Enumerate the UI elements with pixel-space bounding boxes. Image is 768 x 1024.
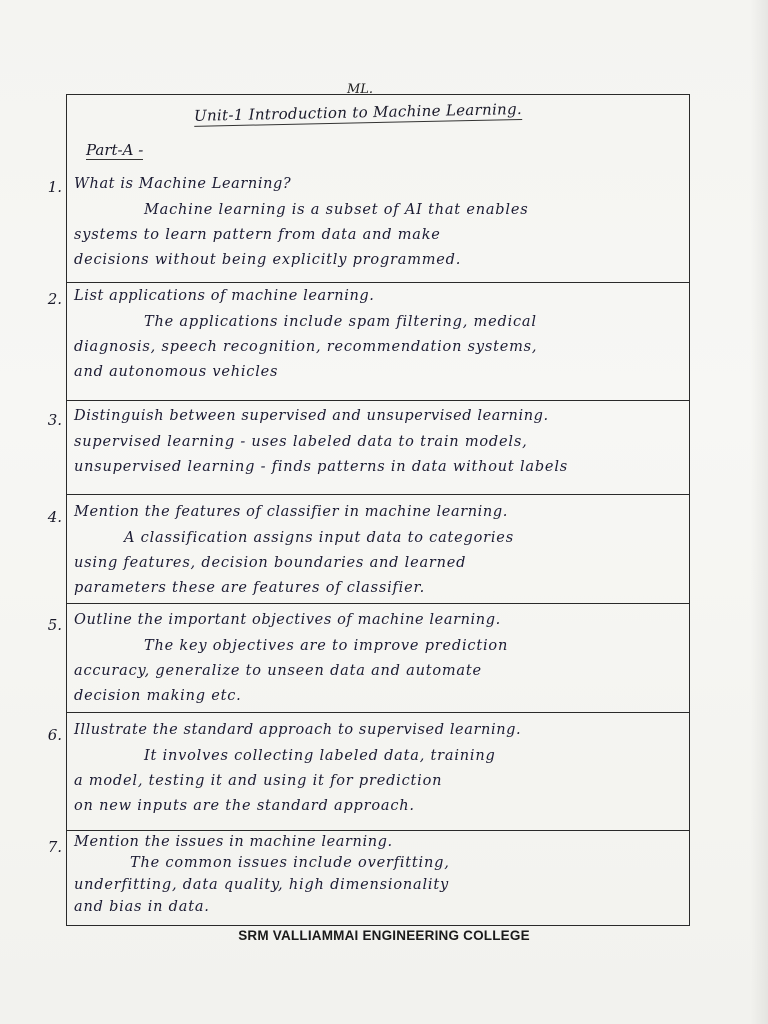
question-divider bbox=[66, 603, 690, 604]
question-block bbox=[74, 288, 688, 385]
question-block bbox=[74, 834, 688, 918]
answer-line: parameters these are features of classifier. bbox=[74, 580, 426, 596]
unit-title-text: Unit-1 Introduction to Machine Learning. bbox=[193, 99, 523, 125]
answer-line: The key objectives are to improve prediction bbox=[144, 638, 509, 654]
page-binding-shadow bbox=[750, 0, 768, 1024]
question-text: Illustrate the standard approach to supervised learning. bbox=[74, 722, 522, 738]
part-label-text: Part-A - bbox=[86, 141, 144, 159]
question-text: What is Machine Learning? bbox=[74, 176, 292, 192]
answer-line: decisions without being explicitly programmed. bbox=[74, 252, 462, 268]
question-text: Outline the important objectives of machine learning. bbox=[74, 612, 501, 628]
subject-code: ML. bbox=[346, 82, 374, 97]
question-divider bbox=[66, 400, 690, 401]
question-divider bbox=[66, 494, 690, 495]
question-block bbox=[74, 408, 688, 480]
answer-line: using features, decision boundaries and learned bbox=[74, 555, 467, 571]
question-text: Mention the issues in machine learning. bbox=[74, 834, 393, 850]
answer-line: diagnosis, speech recognition, recommendation systems, bbox=[74, 339, 538, 355]
question-number: 2. bbox=[47, 290, 62, 308]
answer-line: Machine learning is a subset of AI that enables bbox=[144, 202, 529, 218]
answer-line: a model, testing it and using it for prediction bbox=[74, 773, 443, 789]
question-number: 5. bbox=[47, 616, 62, 634]
answer-line: systems to learn pattern from data and make bbox=[74, 227, 441, 243]
question-divider bbox=[66, 712, 690, 713]
question-number: 6. bbox=[47, 726, 62, 744]
answer-line: and autonomous vehicles bbox=[74, 364, 279, 380]
question-number: 4. bbox=[47, 508, 62, 526]
question-number: 7. bbox=[47, 838, 62, 856]
part-label bbox=[86, 141, 143, 159]
answer-line: accuracy, generalize to unseen data and automate bbox=[74, 663, 482, 679]
question-text: Distinguish between supervised and unsupervised learning. bbox=[74, 408, 549, 424]
question-divider bbox=[66, 282, 690, 283]
question-divider bbox=[66, 830, 690, 831]
answer-line: on new inputs are the standard approach. bbox=[74, 798, 415, 814]
question-block bbox=[74, 722, 688, 819]
answer-line: underfitting, data quality, high dimensionality bbox=[74, 877, 449, 893]
college-footer: SRM VALLIAMMAI ENGINEERING COLLEGE bbox=[238, 928, 530, 943]
answer-line: and bias in data. bbox=[74, 899, 210, 915]
question-number: 1. bbox=[47, 178, 62, 196]
question-text: Mention the features of classifier in machine learning. bbox=[74, 504, 508, 520]
answer-line: decision making etc. bbox=[74, 688, 242, 704]
answer-line: The applications include spam filtering, medical bbox=[144, 314, 537, 330]
answer-line: The common issues include overfitting, bbox=[130, 855, 450, 871]
answer-line: A classification assigns input data to categories bbox=[124, 530, 514, 546]
question-text: List applications of machine learning. bbox=[74, 288, 375, 304]
question-block bbox=[74, 612, 688, 709]
question-number: 3. bbox=[47, 411, 62, 429]
question-block bbox=[74, 504, 688, 601]
answer-line: unsupervised learning - finds patterns in data without labels bbox=[74, 459, 568, 475]
question-block bbox=[74, 176, 688, 273]
answer-line: supervised learning - uses labeled data to train models, bbox=[74, 434, 528, 450]
answer-line: It involves collecting labeled data, training bbox=[144, 748, 496, 764]
